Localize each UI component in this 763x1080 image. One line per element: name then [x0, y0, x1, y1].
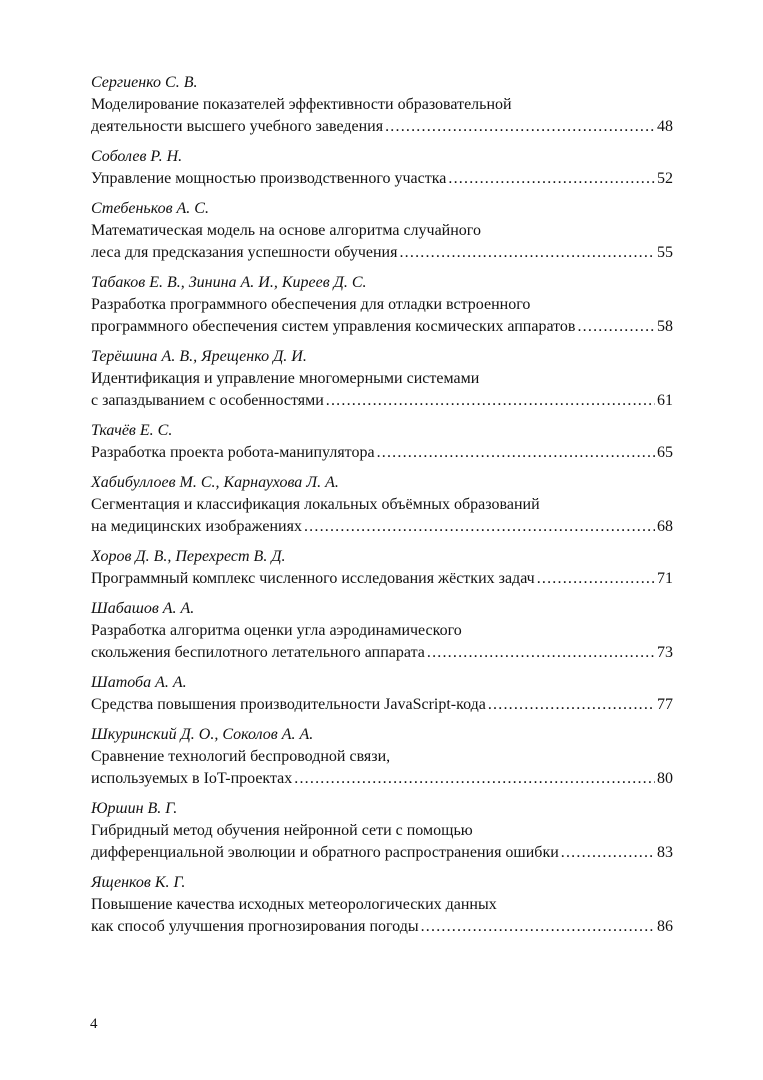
toc-entry-title-text: как способ улучшения прогнозирования погоды [91, 918, 419, 935]
toc-entry-page-number: 48 [657, 118, 673, 135]
toc-entry-title-text: Математическая модель на основе алгоритма случайного [91, 222, 481, 239]
toc-entry-page-number: 58 [657, 318, 673, 335]
toc-entry [91, 72, 673, 138]
toc-entry-author: Стебеньков А. С. [91, 200, 209, 217]
toc-entry [91, 798, 673, 864]
toc-entry-author: Шкуринский Д. О., Соколов А. А. [91, 726, 314, 743]
toc-entry [91, 346, 673, 412]
toc-entry-title-text: на медицинских изображениях [91, 518, 302, 535]
toc-entry-title-line [91, 694, 673, 716]
toc-entry-title-text: дифференциальной эволюции и обратного распространения ошибки [91, 844, 559, 861]
toc-entry-author: Шатоба А. А. [91, 674, 187, 691]
toc-entry-title-text: Управление мощностью производственного участка [91, 170, 447, 187]
toc-entry-title-text: Моделирование показателей эффективности образовательной [91, 96, 512, 113]
toc-entry [91, 872, 673, 938]
toc-entry-title-text: Средства повышения производительности JavaScript-кода [91, 696, 486, 713]
toc-entry-title-text: скольжения беспилотного летательного аппарата [91, 644, 425, 661]
table-of-contents [91, 72, 673, 946]
toc-entry [91, 472, 673, 538]
toc-entry-page-number: 55 [657, 244, 673, 261]
toc-entry-title-text: леса для предсказания успешности обучения [91, 244, 398, 261]
toc-entry-title-text: Разработка программного обеспечения для отладки встроенного [91, 296, 531, 313]
toc-entry-title-line [91, 294, 673, 316]
toc-entry-author: Хабибуллоев М. С., Карнаухова Л. А. [91, 474, 339, 491]
toc-entry-page-number: 83 [657, 844, 673, 861]
toc-entry-title-line [91, 620, 673, 642]
toc-entry-author: Хоров Д. В., Перехрест В. Д. [91, 548, 286, 565]
toc-entry-author: Ященков К. Г. [91, 874, 186, 891]
toc-dot-leader [537, 568, 655, 590]
toc-entry-author: Терёшина А. В., Ярещенко Д. И. [91, 348, 307, 365]
toc-entry [91, 198, 673, 264]
toc-dot-leader [326, 390, 655, 412]
toc-entry-title-line [91, 516, 673, 538]
toc-entry-page-number: 65 [657, 444, 673, 461]
toc-entry-title-text: программного обеспечения систем управления космических аппаратов [91, 318, 576, 335]
toc-entry-page-number: 86 [657, 918, 673, 935]
toc-dot-leader [294, 768, 655, 790]
toc-entry-author: Сергиенко С. В. [91, 74, 198, 91]
toc-entry [91, 546, 673, 590]
toc-dot-leader [421, 916, 655, 938]
toc-entry-author: Юршин В. Г. [91, 800, 178, 817]
toc-entry-page-number: 71 [657, 570, 673, 587]
toc-dot-leader [304, 516, 655, 538]
toc-entry-title-text: Разработка проекта робота-манипулятора [91, 444, 375, 461]
toc-entry-page-number: 68 [657, 518, 673, 535]
toc-entry-title-line [91, 894, 673, 916]
toc-entry-page-number: 52 [657, 170, 673, 187]
toc-dot-leader [427, 642, 655, 664]
toc-entry-title-text: используемых в IoT-проектах [91, 770, 293, 787]
toc-dot-leader [377, 442, 655, 464]
toc-entry-title-text: Повышение качества исходных метеорологических данных [91, 896, 497, 913]
toc-entry [91, 598, 673, 664]
toc-entry-title-line [91, 316, 673, 338]
toc-entry-title-line [91, 368, 673, 390]
toc-entry-title-line [91, 746, 673, 768]
toc-entry-title-text: Сравнение технологий беспроводной связи, [91, 748, 391, 765]
toc-entry-page-number: 80 [657, 770, 673, 787]
toc-entry-title-line [91, 220, 673, 242]
toc-entry-title-line [91, 494, 673, 516]
toc-entry-title-text: Идентификация и управление многомерными системами [91, 370, 480, 387]
toc-entry-title-text: Сегментация и классификация локальных объёмных образований [91, 496, 540, 513]
toc-dot-leader [399, 242, 655, 264]
toc-entry-title-line [91, 242, 673, 264]
toc-entry-title-line [91, 820, 673, 842]
toc-entry-title-text: Гибридный метод обучения нейронной сети с помощью [91, 822, 473, 839]
toc-entry-page-number: 61 [657, 392, 673, 409]
toc-entry [91, 420, 673, 464]
toc-entry-title-line [91, 568, 673, 590]
toc-entry-title-line [91, 168, 673, 190]
toc-entry-author: Ткачёв Е. С. [91, 422, 173, 439]
toc-entry-author: Табаков Е. В., Зинина А. И., Киреев Д. С. [91, 274, 367, 291]
toc-entry-author: Шабашов А. А. [91, 600, 195, 617]
toc-entry-title-line [91, 916, 673, 938]
toc-entry [91, 272, 673, 338]
toc-entry [91, 672, 673, 716]
toc-entry-title-text: Разработка алгоритма оценки угла аэродинамического [91, 622, 462, 639]
toc-entry [91, 146, 673, 190]
toc-dot-leader [561, 842, 655, 864]
toc-entry-title-line [91, 768, 673, 790]
toc-entry-title-text: с запаздыванием с особенностями [91, 392, 324, 409]
page-number: 4 [90, 1016, 98, 1032]
toc-dot-leader [577, 316, 655, 338]
toc-entry-title-line [91, 94, 673, 116]
toc-dot-leader [385, 116, 655, 138]
toc-entry-title-text: деятельности высшего учебного заведения [91, 118, 384, 135]
toc-entry-title-line [91, 116, 673, 138]
toc-dot-leader [448, 168, 655, 190]
toc-entry-page-number: 77 [657, 696, 673, 713]
toc-entry-title-line [91, 390, 673, 412]
toc-entry-author: Соболев Р. Н. [91, 148, 183, 165]
toc-entry-page-number: 73 [657, 644, 673, 661]
toc-entry [91, 724, 673, 790]
toc-entry-title-text: Программный комплекс численного исследования жёстких задач [91, 570, 535, 587]
toc-entry-title-line [91, 842, 673, 864]
toc-dot-leader [488, 694, 655, 716]
toc-entry-title-line [91, 642, 673, 664]
toc-entry-title-line [91, 442, 673, 464]
